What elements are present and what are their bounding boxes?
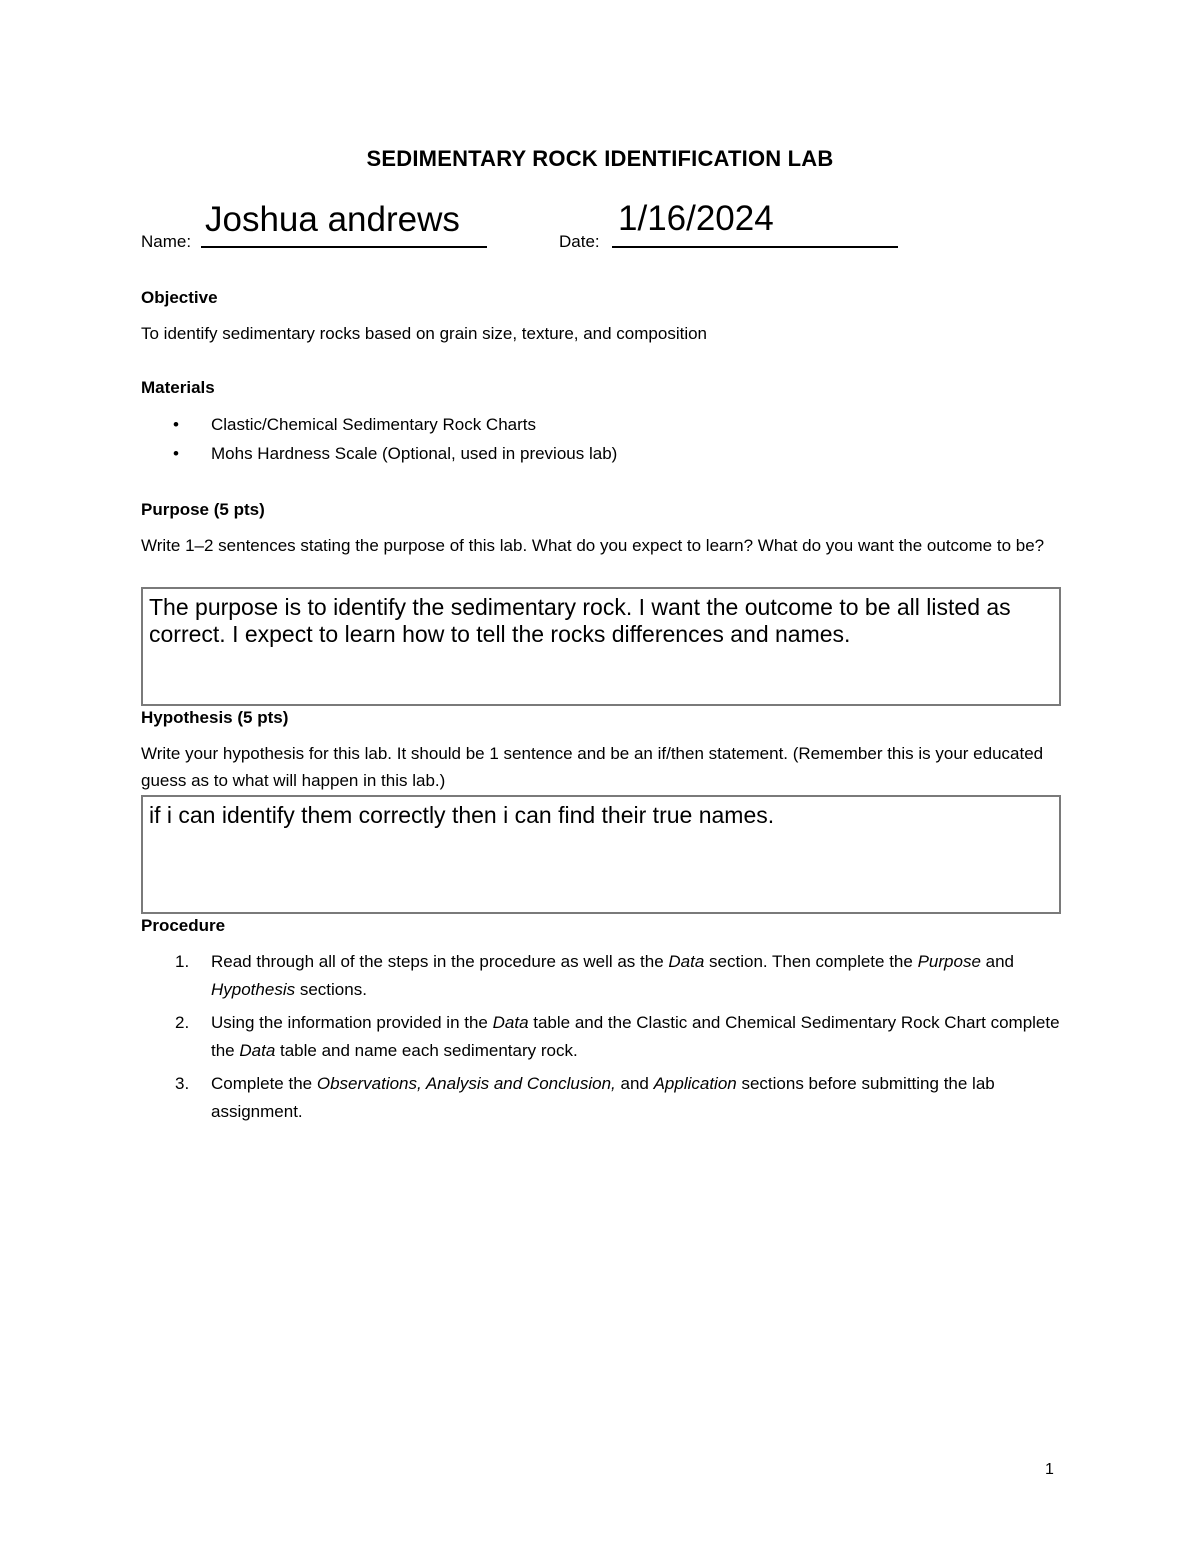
procedure-step (141, 948, 1066, 1004)
purpose-heading: Purpose (5 pts) (141, 500, 265, 519)
procedure-step-number: 1. (175, 952, 190, 971)
purpose-instructions: Write 1–2 sentences stating the purpose of this lab. What do you expect to learn? What do you want the outcome to be? (141, 536, 1045, 555)
step-text-run: and (615, 1074, 654, 1093)
procedure-heading: Procedure (141, 916, 226, 935)
italic-term: Hypothesis (211, 980, 296, 999)
list-item (141, 439, 1061, 468)
step-text-run: sections before submitting the lab assignment. (211, 1074, 995, 1121)
italic-term: Data (668, 952, 705, 971)
step-text-run: and (980, 952, 1014, 971)
procedure-list (141, 948, 1066, 1131)
materials-item-label: Clastic/Chemical Sedimentary Rock Charts (211, 415, 536, 434)
page-number: 1 (1045, 1461, 1054, 1478)
procedure-step-text (211, 1013, 1060, 1060)
materials-item-label: Mohs Hardness Scale (Optional, used in previous lab) (211, 444, 618, 463)
name-underline (201, 246, 487, 248)
italic-term: Data (492, 1013, 529, 1032)
hypothesis-answer-text: if i can identify them correctly then i can find their true names. (149, 802, 775, 828)
step-text-run: table and the Clastic and Chemical Sedimentary Rock Chart complete the (211, 1013, 1060, 1060)
procedure-step-text (211, 952, 1014, 999)
materials-heading: Materials (141, 378, 215, 397)
procedure-step (141, 1070, 1066, 1126)
objective-heading: Objective (141, 288, 218, 307)
hypothesis-heading: Hypothesis (5 pts) (141, 708, 289, 727)
page-title: SEDIMENTARY ROCK IDENTIFICATION LAB (366, 146, 834, 171)
date-value[interactable]: 1/16/2024 (618, 199, 774, 238)
italic-term: Application (653, 1074, 737, 1093)
step-text-run: Read through all of the steps in the procedure as well as the (211, 952, 669, 971)
step-text-run: Using the information provided in the (211, 1013, 493, 1032)
hypothesis-instructions: Write your hypothesis for this lab. It should be 1 sentence and be an if/then statement. (Remember this is your educated guess as to what will happen in this lab.) (141, 744, 1044, 790)
procedure-step-number: 3. (175, 1074, 190, 1093)
italic-term: Data (239, 1041, 276, 1060)
procedure-step-number: 2. (175, 1013, 190, 1032)
step-text-run: Complete the (211, 1074, 317, 1093)
materials-list (141, 410, 1061, 468)
step-text-run: sections. (295, 980, 367, 999)
bullet-icon: • (173, 415, 179, 434)
procedure-step (141, 1009, 1066, 1065)
hypothesis-answer-box[interactable] (141, 795, 1061, 914)
step-text-run: section. Then complete the (704, 952, 918, 971)
objective-text: To identify sedimentary rocks based on grain size, texture, and composition (141, 324, 708, 343)
purpose-answer-text: The purpose is to identify the sedimentary rock. I want the outcome to be all listed as correct. I expect to learn how to tell the rocks differences and names. (149, 594, 1011, 647)
italic-term: Purpose (917, 952, 981, 971)
bullet-icon: • (173, 444, 179, 463)
procedure-step-text (211, 1074, 995, 1121)
step-text-run: table and name each sedimentary rock. (275, 1041, 578, 1060)
name-label: Name: (141, 232, 192, 251)
date-label: Date: (559, 232, 600, 251)
italic-term: Observations, Analysis and Conclusion, (316, 1074, 616, 1093)
purpose-answer-box[interactable] (141, 587, 1061, 706)
list-item (141, 410, 1061, 439)
date-underline (612, 246, 898, 248)
name-value[interactable]: Joshua andrews (205, 200, 460, 239)
